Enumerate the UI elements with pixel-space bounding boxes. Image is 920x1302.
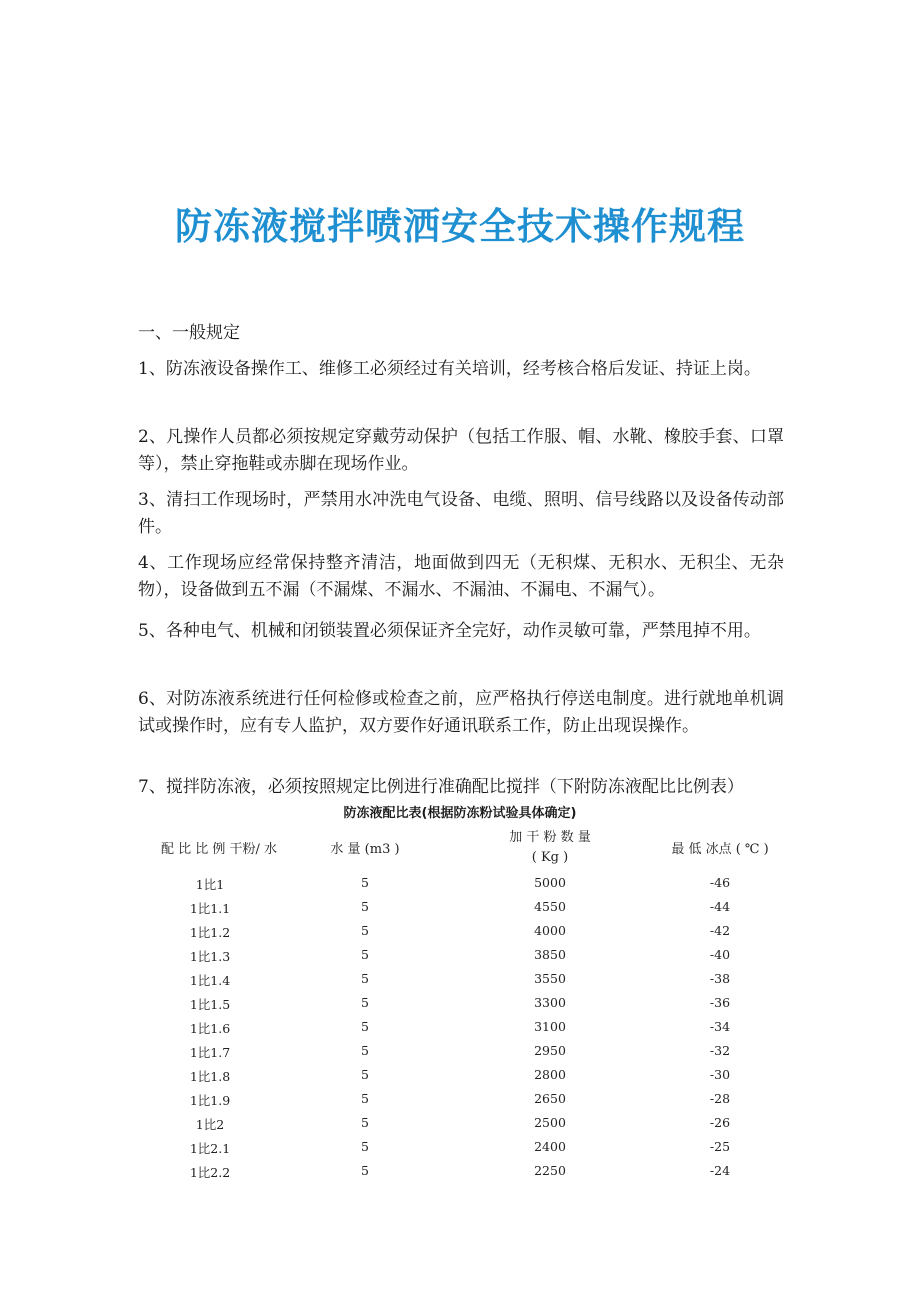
cell-freeze-point: -28 [709, 1091, 731, 1106]
table-caption: 防冻液配比表(根据防冻粉试验具体确定) [343, 806, 577, 821]
cell-freeze-point: -30 [709, 1067, 731, 1082]
cell-ratio: 1比1.5 [189, 997, 231, 1012]
cell-ratio: 1比2 [195, 1117, 225, 1132]
cell-powder: 5000 [534, 875, 566, 890]
cell-powder: 2950 [534, 1043, 566, 1058]
paragraph-2: 2、凡操作人员都必须按规定穿戴劳动保护（包括工作服、帽、水靴、橡胶手套、口罩等），禁止穿拖鞋或赤脚在现场作业。 [138, 427, 784, 474]
cell-ratio: 1比1.6 [189, 1021, 231, 1036]
cell-powder: 2800 [534, 1067, 566, 1082]
table-row [0, 968, 920, 992]
cell-ratio: 1比1.4 [189, 973, 231, 988]
cell-water: 5 [361, 923, 369, 938]
header-ratio: 配 比 比 例 干粉/ 水 [160, 842, 278, 857]
cell-freeze-point: -34 [709, 1019, 731, 1034]
cell-freeze-point: -44 [709, 899, 731, 914]
cell-ratio: 1比1 [195, 877, 225, 892]
cell-freeze-point: -40 [709, 947, 731, 962]
cell-ratio: 1比1.8 [189, 1069, 231, 1084]
paragraph-1: 1、防冻液设备操作工、维修工必须经过有关培训，经考核合格后发证、持证上岗。 [138, 359, 761, 379]
paragraph-5: 5、各种电气、机械和闭锁装置必须保证齐全完好，动作灵敏可靠，严禁甩掉不用。 [138, 621, 761, 641]
cell-freeze-point: -36 [709, 995, 731, 1010]
header-freeze-point: 最 低 冰点 ( ℃ ) [671, 842, 769, 857]
cell-water: 5 [361, 875, 369, 890]
cell-powder: 3850 [534, 947, 566, 962]
cell-water: 5 [361, 899, 369, 914]
cell-water: 5 [361, 1043, 369, 1058]
cell-freeze-point: -46 [709, 875, 731, 890]
cell-water: 5 [361, 1019, 369, 1034]
header-powder-line1: 加 干 粉 数 量 [509, 830, 591, 845]
section-heading: 一、一般规定 [138, 323, 240, 343]
cell-ratio: 1比1.7 [189, 1045, 231, 1060]
table-row [0, 1136, 920, 1160]
paragraph-7: 7、搅拌防冻液，必须按照规定比例进行准确配比搅拌（下附防冻液配比比例表） [138, 777, 744, 797]
table-row [0, 1040, 920, 1064]
header-powder-line2: ( Kg ) [531, 850, 569, 865]
table-row [0, 920, 920, 944]
table-row [0, 1112, 920, 1136]
paragraph-4: 4、工作现场应经常保持整齐清洁，地面做到四无（无积煤、无积水、无积尘、无杂物），设备做到五不漏（不漏煤、不漏水、不漏油、不漏电、不漏气）。 [138, 553, 784, 600]
paragraph-6: 6、对防冻液系统进行任何检修或检查之前，应严格执行停送电制度。进行就地单机调试或操作时，应有专人监护，双方要作好通讯联系工作，防止出现误操作。 [138, 689, 784, 736]
cell-water: 5 [361, 971, 369, 986]
cell-freeze-point: -42 [709, 923, 731, 938]
cell-powder: 2650 [534, 1091, 566, 1106]
cell-water: 5 [361, 1139, 369, 1154]
cell-ratio: 1比1.1 [189, 901, 231, 916]
cell-water: 5 [361, 947, 369, 962]
cell-freeze-point: -26 [709, 1115, 731, 1130]
cell-powder: 2500 [534, 1115, 566, 1130]
cell-freeze-point: -24 [709, 1163, 731, 1178]
table-row [0, 872, 920, 896]
cell-powder: 4550 [534, 899, 566, 914]
cell-powder: 2250 [534, 1163, 566, 1178]
cell-water: 5 [361, 1067, 369, 1082]
cell-powder: 2400 [534, 1139, 566, 1154]
table-row [0, 896, 920, 920]
cell-powder: 3300 [534, 995, 566, 1010]
cell-ratio: 1比1.3 [189, 949, 231, 964]
paragraph-3: 3、清扫工作现场时，严禁用水冲洗电气设备、电缆、照明、信号线路以及设备传动部件。 [138, 490, 784, 537]
table-row [0, 1064, 920, 1088]
table-body [0, 872, 920, 1184]
cell-water: 5 [361, 1163, 369, 1178]
table-row [0, 992, 920, 1016]
cell-water: 5 [361, 1091, 369, 1106]
table-row [0, 1088, 920, 1112]
cell-water: 5 [361, 1115, 369, 1130]
cell-ratio: 1比1.2 [189, 925, 231, 940]
table-row [0, 1160, 920, 1184]
table-row [0, 944, 920, 968]
cell-ratio: 1比2.2 [189, 1165, 231, 1180]
cell-ratio: 1比2.1 [189, 1141, 231, 1156]
cell-powder: 3550 [534, 971, 566, 986]
cell-freeze-point: -25 [709, 1139, 731, 1154]
cell-freeze-point: -32 [709, 1043, 731, 1058]
cell-water: 5 [361, 995, 369, 1010]
cell-powder: 4000 [534, 923, 566, 938]
cell-ratio: 1比1.9 [189, 1093, 231, 1108]
cell-freeze-point: -38 [709, 971, 731, 986]
document-title: 防冻液搅拌喷洒安全技术操作规程 [175, 205, 745, 248]
header-water: 水 量 (m3 ) [330, 842, 400, 857]
cell-powder: 3100 [534, 1019, 566, 1034]
table-row [0, 1016, 920, 1040]
